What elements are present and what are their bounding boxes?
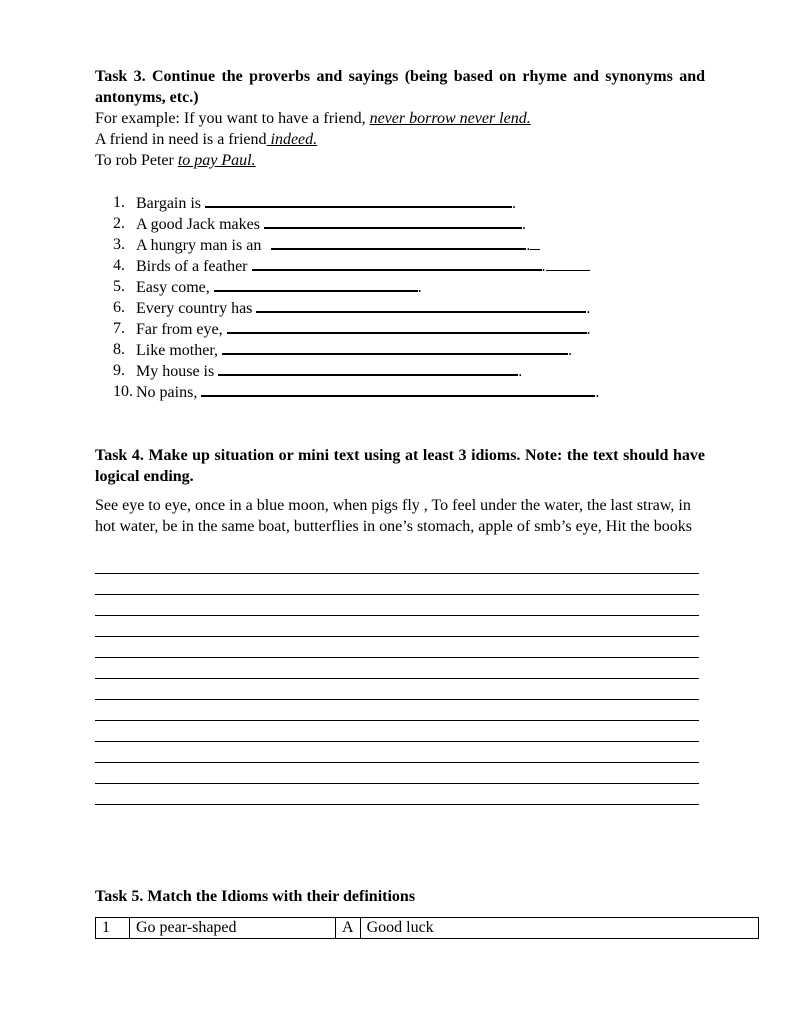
answer-blank[interactable] [271, 234, 526, 250]
writing-line[interactable] [95, 743, 699, 763]
proverb-item [95, 360, 705, 381]
example-1-prefix: For example: If you want to have a friend, [95, 110, 370, 127]
example-3-answer: to pay Paul. [177, 152, 256, 169]
item-end: . [541, 258, 546, 275]
writing-line[interactable] [95, 785, 699, 805]
answer-blank[interactable] [218, 360, 518, 376]
example-2-prefix: A friend in need is a friend [95, 131, 267, 148]
answer-blank-tail [530, 235, 540, 250]
item-number: 4. [113, 257, 125, 274]
answer-blank[interactable] [222, 339, 568, 355]
proverb-item [95, 339, 705, 360]
task4-idiom-list: See eye to eye, once in a blue moon, when pigs fly , To feel under the water, the last straw, in hot water, be in the same boat, butterflies in one’s stomach, apple of smb’s eye, Hit the books [95, 497, 692, 535]
task3-example-2 [95, 129, 705, 150]
writing-area[interactable] [95, 554, 705, 805]
writing-line[interactable] [95, 617, 699, 637]
item-end: . [568, 342, 572, 359]
item-number: 9. [113, 362, 125, 379]
writing-line[interactable] [95, 722, 699, 742]
answer-blank-tail [546, 256, 590, 271]
worksheet [95, 66, 705, 806]
writing-line[interactable] [95, 659, 699, 679]
item-number: 10. [113, 383, 133, 400]
item-number: 8. [113, 341, 125, 358]
example-3-prefix: To rob Peter [95, 152, 178, 169]
item-text: Every country has [136, 300, 257, 317]
task4-title: Task 4. Make up situation or mini text using at least 3 idioms. Note: the text should have logical ending. [95, 447, 705, 485]
table-row [96, 918, 759, 939]
proverb-list [95, 192, 705, 402]
writing-line[interactable] [95, 596, 699, 616]
item-end: . [526, 237, 531, 254]
example-1-answer: never borrow never lend. [369, 110, 531, 127]
answer-blank[interactable] [252, 255, 542, 271]
task3-example-1 [95, 108, 705, 129]
item-text: Birds of a feather [136, 258, 252, 275]
item-end: . [518, 363, 523, 380]
proverb-item [95, 318, 705, 339]
task3-example-3 [95, 150, 705, 171]
proverb-item [95, 381, 705, 402]
item-text: Easy come, [136, 279, 214, 296]
idiom-cell: Go pear-shaped [130, 918, 336, 939]
proverb-item [95, 297, 705, 318]
item-end: . [512, 195, 517, 212]
idiom-match-table [95, 917, 759, 939]
item-end: . [586, 300, 591, 317]
writing-line[interactable] [95, 554, 699, 574]
row-number: 1 [96, 918, 130, 939]
item-number: 3. [113, 236, 125, 253]
item-text: No pains, [136, 384, 202, 401]
writing-line[interactable] [95, 680, 699, 700]
item-end: . [521, 216, 526, 233]
answer-blank[interactable] [214, 276, 418, 292]
proverb-item [95, 234, 705, 255]
item-text: Bargain is [136, 195, 206, 212]
writing-line[interactable] [95, 638, 699, 658]
item-number: 5. [113, 278, 125, 295]
item-end: . [595, 384, 600, 401]
example-2-answer: indeed. [266, 131, 318, 148]
item-text: My house is [136, 363, 219, 380]
item-number: 7. [113, 320, 125, 337]
item-text: Like mother, [136, 342, 222, 359]
answer-blank[interactable] [205, 192, 512, 208]
task5-title: Task 5. Match the Idioms with their definitions [95, 888, 416, 905]
task3-title: Task 3. Continue the proverbs and sayings (being based on rhyme and synonyms and antonyms, etc.) [95, 68, 705, 106]
item-end: . [417, 279, 422, 296]
definition-cell: Good luck [360, 918, 758, 939]
proverb-item [95, 276, 705, 297]
writing-line[interactable] [95, 701, 699, 721]
item-text: A hungry man is an [136, 237, 266, 254]
definition-letter: A [336, 918, 361, 939]
item-number: 2. [113, 215, 125, 232]
answer-blank[interactable] [256, 297, 586, 313]
answer-blank[interactable] [201, 381, 595, 397]
answer-blank[interactable] [264, 213, 522, 229]
item-text: A good Jack makes [136, 216, 264, 233]
writing-line[interactable] [95, 575, 699, 595]
writing-line[interactable] [95, 764, 699, 784]
item-text: Far from eye, [136, 321, 227, 338]
item-number: 1. [113, 194, 125, 211]
item-end: . [586, 321, 591, 338]
proverb-item [95, 192, 705, 213]
answer-blank[interactable] [227, 318, 587, 334]
proverb-item [95, 213, 705, 234]
proverb-item [95, 255, 705, 276]
item-number: 6. [113, 299, 125, 316]
